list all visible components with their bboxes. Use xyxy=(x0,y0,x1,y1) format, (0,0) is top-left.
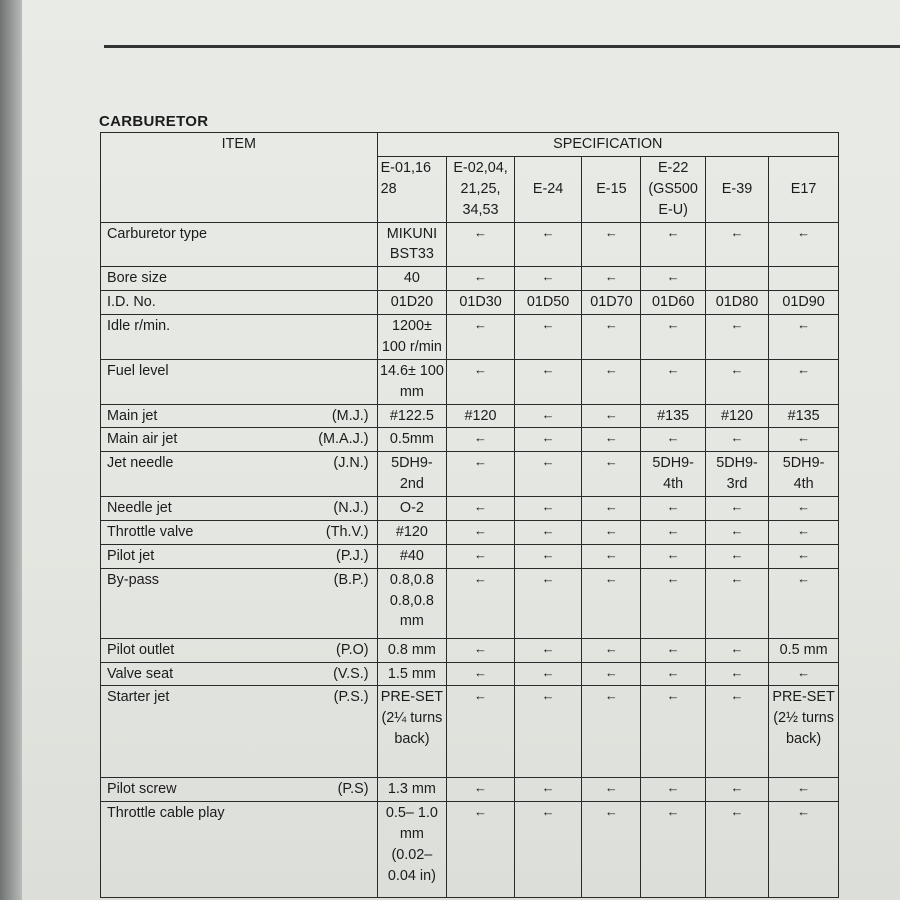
manual-page xyxy=(22,0,900,900)
spec-value-cell: ← xyxy=(582,686,641,778)
item-cell xyxy=(101,686,378,778)
spec-value-cell: ← xyxy=(514,568,582,638)
spec-value-cell: ← xyxy=(514,520,582,544)
spec-value-cell: ← xyxy=(705,520,768,544)
item-cell xyxy=(101,520,378,544)
spec-value-cell: ← xyxy=(447,267,515,291)
spec-value-cell: #120 xyxy=(377,520,447,544)
item-name: Fuel level xyxy=(107,362,169,379)
spec-value-cell: ← xyxy=(514,497,582,521)
item-cell xyxy=(101,497,378,521)
spec-value-cell: ← xyxy=(705,662,768,686)
spec-value-cell: ← xyxy=(641,315,705,360)
spec-value-cell: ← xyxy=(582,404,641,428)
spec-value-cell: ← xyxy=(447,686,515,778)
table-row xyxy=(101,267,839,291)
column-header: E-39 xyxy=(705,156,768,222)
item-cell xyxy=(101,359,378,404)
spec-value-cell: ← xyxy=(641,662,705,686)
spec-value-cell: ← xyxy=(705,778,768,802)
item-name: Pilot screw xyxy=(107,781,177,798)
item-name: Valve seat xyxy=(107,665,174,682)
spec-value-cell: ← xyxy=(447,802,515,898)
spec-value-cell: ← xyxy=(641,222,705,267)
specification-header: SPECIFICATION xyxy=(377,133,838,157)
spec-value-cell: 1.3 mm xyxy=(377,778,447,802)
item-name: Pilot jet xyxy=(107,547,155,564)
spec-value-cell: ← xyxy=(582,222,641,267)
item-abbreviation: (M.J.) xyxy=(331,407,369,424)
spec-value-cell: 01D80 xyxy=(705,291,768,315)
item-cell xyxy=(101,778,378,802)
spec-value-cell: ← xyxy=(447,497,515,521)
item-name: Bore size xyxy=(107,270,167,287)
spec-value-cell: ← xyxy=(582,802,641,898)
spec-value-cell: 01D60 xyxy=(641,291,705,315)
spec-value-cell: ← xyxy=(769,222,839,267)
spec-value-cell: ← xyxy=(514,267,582,291)
spec-value-cell: ← xyxy=(514,638,582,662)
item-name: Carburetor type xyxy=(107,225,207,242)
item-abbreviation: (J.N.) xyxy=(333,455,369,472)
item-name: Idle r/min. xyxy=(107,318,171,334)
column-header: E-15 xyxy=(582,156,641,222)
item-cell xyxy=(101,568,378,638)
spec-value-cell: ← xyxy=(447,428,515,452)
table-header-row-1 xyxy=(101,133,839,157)
item-abbreviation: (V.S.) xyxy=(333,665,369,682)
table-row xyxy=(101,452,839,497)
spec-value-cell: ← xyxy=(641,428,705,452)
spec-value-cell: ← xyxy=(447,222,515,267)
spec-value-cell: #135 xyxy=(641,404,705,428)
column-header: E-01,16 28 xyxy=(377,156,447,222)
spec-value-cell: 0.5 mm xyxy=(769,638,839,662)
spec-value-cell: ← xyxy=(769,497,839,521)
spec-value-cell: 01D30 xyxy=(447,291,515,315)
spec-value-cell: ← xyxy=(447,315,515,360)
spec-value-cell: ← xyxy=(769,802,839,898)
table-row xyxy=(101,802,839,898)
spec-value-cell: ← xyxy=(641,568,705,638)
item-name: Jet needle xyxy=(107,455,174,472)
spec-value-cell: ← xyxy=(582,638,641,662)
spec-value-cell: ← xyxy=(447,568,515,638)
spec-value-cell: ← xyxy=(641,778,705,802)
spec-value-cell xyxy=(705,267,768,291)
spec-value-cell: ← xyxy=(769,520,839,544)
item-name: Pilot outlet xyxy=(107,641,175,658)
table-row xyxy=(101,315,839,360)
item-name: Throttle valve xyxy=(107,523,194,540)
spec-value-cell: 5DH9- 2nd xyxy=(377,452,447,497)
section-title: CARBURETOR xyxy=(99,113,209,130)
spec-value-cell: ← xyxy=(582,662,641,686)
spec-value-cell: ← xyxy=(582,267,641,291)
item-cell xyxy=(101,452,378,497)
spec-value-cell: 1200± 100 r/min xyxy=(377,315,447,360)
item-cell xyxy=(101,638,378,662)
table-row xyxy=(101,638,839,662)
item-name: Main jet xyxy=(107,407,158,424)
spec-value-cell: ← xyxy=(769,315,839,360)
spec-value-cell: ← xyxy=(582,497,641,521)
table-row xyxy=(101,428,839,452)
spec-value-cell: ← xyxy=(514,359,582,404)
spec-value-cell: ← xyxy=(705,544,768,568)
spec-value-cell: ← xyxy=(705,638,768,662)
spec-value-cell: ← xyxy=(769,428,839,452)
spec-value-cell: ← xyxy=(447,452,515,497)
column-header: E-24 xyxy=(514,156,582,222)
spec-value-cell: ← xyxy=(769,662,839,686)
item-header: ITEM xyxy=(101,133,378,223)
item-cell xyxy=(101,428,378,452)
spec-value-cell: ← xyxy=(641,638,705,662)
table-row xyxy=(101,222,839,267)
spec-value-cell: ← xyxy=(582,568,641,638)
spec-value-cell: ← xyxy=(514,428,582,452)
carburetor-spec-table xyxy=(100,132,839,898)
item-cell xyxy=(101,662,378,686)
table-row xyxy=(101,662,839,686)
spec-value-cell: ← xyxy=(705,568,768,638)
spec-value-cell: ← xyxy=(641,497,705,521)
spec-value-cell: 01D20 xyxy=(377,291,447,315)
spec-value-cell: ← xyxy=(514,222,582,267)
spec-value-cell: 40 xyxy=(377,267,447,291)
cut-off-heading-fragment xyxy=(890,120,900,134)
spec-value-cell: ← xyxy=(705,802,768,898)
spec-value-cell: ← xyxy=(582,315,641,360)
spec-value-cell: ← xyxy=(582,520,641,544)
table-row xyxy=(101,359,839,404)
spec-value-cell: ← xyxy=(641,520,705,544)
item-name: Throttle cable play xyxy=(107,805,225,822)
item-abbreviation: (B.P.) xyxy=(333,571,369,588)
column-header: E-02,04, 21,25, 34,53 xyxy=(447,156,515,222)
item-name: Needle jet xyxy=(107,500,172,516)
spec-value-cell: PRE-SET (2½ turns back) xyxy=(769,686,839,778)
spec-value-cell: ← xyxy=(641,686,705,778)
spec-value-cell: #135 xyxy=(769,404,839,428)
spec-value-cell: ← xyxy=(641,802,705,898)
spec-value-cell: ← xyxy=(769,568,839,638)
spec-value-cell: 0.5mm xyxy=(377,428,447,452)
spec-value-cell: 01D50 xyxy=(514,291,582,315)
item-cell xyxy=(101,267,378,291)
spec-value-cell: ← xyxy=(641,359,705,404)
table-row xyxy=(101,778,839,802)
spec-value-cell: 5DH9- 4th xyxy=(769,452,839,497)
item-abbreviation: (P.S.) xyxy=(333,689,369,706)
item-abbreviation: (N.J.) xyxy=(333,500,369,516)
spec-value-cell: 5DH9- 4th xyxy=(641,452,705,497)
table-row xyxy=(101,497,839,521)
spec-value-cell: 1.5 mm xyxy=(377,662,447,686)
item-abbreviation: (P.O) xyxy=(336,641,369,658)
spec-value-cell: ← xyxy=(447,778,515,802)
item-cell xyxy=(101,222,378,267)
spec-value-cell: 0.8,0.8 0.8,0.8 mm xyxy=(377,568,447,638)
top-divider-rule xyxy=(104,45,900,48)
spec-value-cell: #40 xyxy=(377,544,447,568)
spec-value-cell: ← xyxy=(514,662,582,686)
spec-value-cell: #120 xyxy=(705,404,768,428)
spec-value-cell: ← xyxy=(769,359,839,404)
spec-value-cell: ← xyxy=(447,544,515,568)
table-row xyxy=(101,520,839,544)
item-abbreviation: (Th.V.) xyxy=(325,523,369,540)
item-abbreviation: (P.S) xyxy=(337,781,369,798)
spec-value-cell: 01D70 xyxy=(582,291,641,315)
spec-value-cell: ← xyxy=(582,778,641,802)
table-row xyxy=(101,404,839,428)
item-name: By-pass xyxy=(107,571,159,588)
spec-value-cell: ← xyxy=(514,778,582,802)
spec-value-cell: ← xyxy=(514,452,582,497)
spec-value-cell: ← xyxy=(705,428,768,452)
spec-value-cell: ← xyxy=(447,359,515,404)
spec-value-cell: ← xyxy=(582,359,641,404)
spec-value-cell: ← xyxy=(769,544,839,568)
spec-value-cell: ← xyxy=(514,686,582,778)
item-cell xyxy=(101,802,378,898)
table-row xyxy=(101,291,839,315)
spec-value-cell: 0.5– 1.0 mm (0.02– 0.04 in) xyxy=(377,802,447,898)
item-cell xyxy=(101,404,378,428)
spec-value-cell: ← xyxy=(582,428,641,452)
spec-value-cell: ← xyxy=(582,452,641,497)
item-cell xyxy=(101,544,378,568)
spec-value-cell: 0.8 mm xyxy=(377,638,447,662)
spec-value-cell: ← xyxy=(641,544,705,568)
book-spine xyxy=(0,0,22,900)
spec-value-cell: #120 xyxy=(447,404,515,428)
spec-value-cell: MIKUNI BST33 xyxy=(377,222,447,267)
item-cell xyxy=(101,291,378,315)
spec-value-cell: ← xyxy=(641,267,705,291)
item-name: Starter jet xyxy=(107,689,170,706)
item-cell xyxy=(101,315,378,360)
spec-value-cell: ← xyxy=(705,497,768,521)
spec-value-cell: ← xyxy=(705,686,768,778)
spec-value-cell xyxy=(769,267,839,291)
spec-value-cell: 14.6± 100 mm xyxy=(377,359,447,404)
item-abbreviation: (P.J.) xyxy=(336,547,369,564)
table-row xyxy=(101,686,839,778)
spec-value-cell: ← xyxy=(514,802,582,898)
spec-value-cell: ← xyxy=(447,662,515,686)
spec-value-cell: 01D90 xyxy=(769,291,839,315)
spec-value-cell: ← xyxy=(514,544,582,568)
spec-value-cell: PRE-SET (2¼ turns back) xyxy=(377,686,447,778)
item-name: I.D. No. xyxy=(107,294,156,311)
column-header: E-22 (GS500 E-U) xyxy=(641,156,705,222)
table-row xyxy=(101,568,839,638)
spec-value-cell: 5DH9- 3rd xyxy=(705,452,768,497)
spec-value-cell: ← xyxy=(705,222,768,267)
item-name: Main air jet xyxy=(107,431,178,448)
spec-value-cell: O-2 xyxy=(377,497,447,521)
table-row xyxy=(101,544,839,568)
spec-value-cell: ← xyxy=(447,520,515,544)
spec-value-cell: ← xyxy=(514,404,582,428)
spec-value-cell: ← xyxy=(582,544,641,568)
spec-value-cell: ← xyxy=(705,315,768,360)
spec-value-cell: #122.5 xyxy=(377,404,447,428)
spec-value-cell: ← xyxy=(447,638,515,662)
spec-value-cell: ← xyxy=(705,359,768,404)
spec-value-cell: ← xyxy=(514,315,582,360)
item-abbreviation: (M.A.J.) xyxy=(318,431,369,448)
column-header: E17 xyxy=(769,156,839,222)
spec-value-cell: ← xyxy=(769,778,839,802)
